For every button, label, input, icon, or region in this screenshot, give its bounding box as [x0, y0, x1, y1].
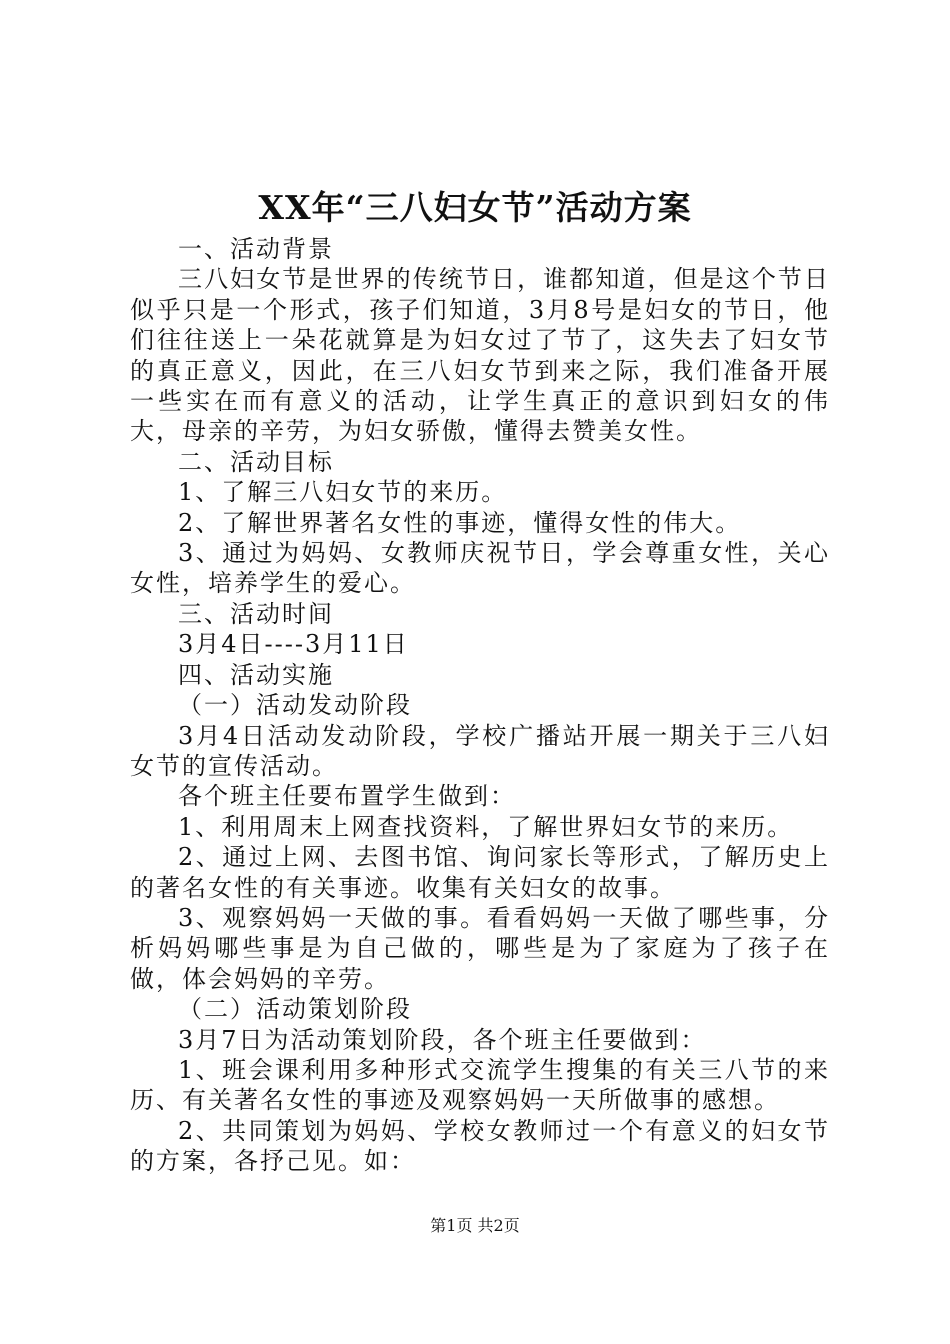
document-title: XX年“三八妇女节”活动方案	[258, 188, 692, 227]
document-body	[130, 234, 830, 1177]
paragraph: 3月4日活动发动阶段，学校广播站开展一期关于三八妇女节的宣传活动。	[130, 721, 830, 780]
subsection-heading: （二）活动策划阶段	[178, 995, 412, 1024]
paragraph: 2、通过上网、去图书馆、询问家长等形式，了解历史上的著名女性的有关事迹。收集有关妇女的故事。	[130, 843, 830, 902]
paragraph: 1、利用周末上网查找资料，了解世界妇女节的来历。	[178, 812, 794, 841]
paragraph: 3月7日为活动策划阶段，各个班主任要做到：	[178, 1025, 707, 1054]
paragraph: 三八妇女节是世界的传统节日，谁都知道，但是这个节日似乎只是一个形式，孩子们知道，3月8号是妇女的节日，他们往往送上一朵花就算是为妇女过了节了，这失去了妇女节的真正意义，因此，在三八妇女节到来之际，我们准备开展一些实在而有意义的活动，让学生真正的意识到妇女的伟大，母亲的辛劳，为妇女骄傲，懂得去赞美女性。	[130, 265, 830, 446]
paragraph: 3、通过为妈妈、女教师庆祝节日，学会尊重女性，关心女性，培养学生的爱心。	[130, 539, 830, 598]
subsection-heading: （一）活动发动阶段	[178, 691, 412, 720]
paragraph: 2、了解世界著名女性的事迹，懂得女性的伟大。	[178, 508, 742, 537]
paragraph: 各个班主任要布置学生做到：	[178, 782, 516, 811]
page-number: 第1页 共2页	[430, 1216, 520, 1235]
paragraph: 3月4日----3月11日	[178, 630, 409, 659]
paragraph: 3、观察妈妈一天做的事。看看妈妈一天做了哪些事，分析妈妈哪些事是为自己做的，哪些是为了家庭为了孩子在做，体会妈妈的辛劳。	[130, 903, 830, 993]
section-heading: 四、活动实施	[178, 660, 334, 689]
paragraph: 1、班会课利用多种形式交流学生搜集的有关三八节的来历、有关著名女性的事迹及观察妈妈一天所做事的感想。	[130, 1055, 830, 1115]
section-heading: 一、活动背景	[178, 235, 334, 263]
section-heading: 三、活动时间	[178, 599, 334, 628]
paragraph: 2、共同策划为妈妈、学校女教师过一个有意义的妇女节的方案，各抒己见。如：	[130, 1116, 830, 1176]
paragraph: 1、了解三八妇女节的来历。	[178, 478, 508, 507]
section-heading: 二、活动目标	[178, 447, 334, 476]
